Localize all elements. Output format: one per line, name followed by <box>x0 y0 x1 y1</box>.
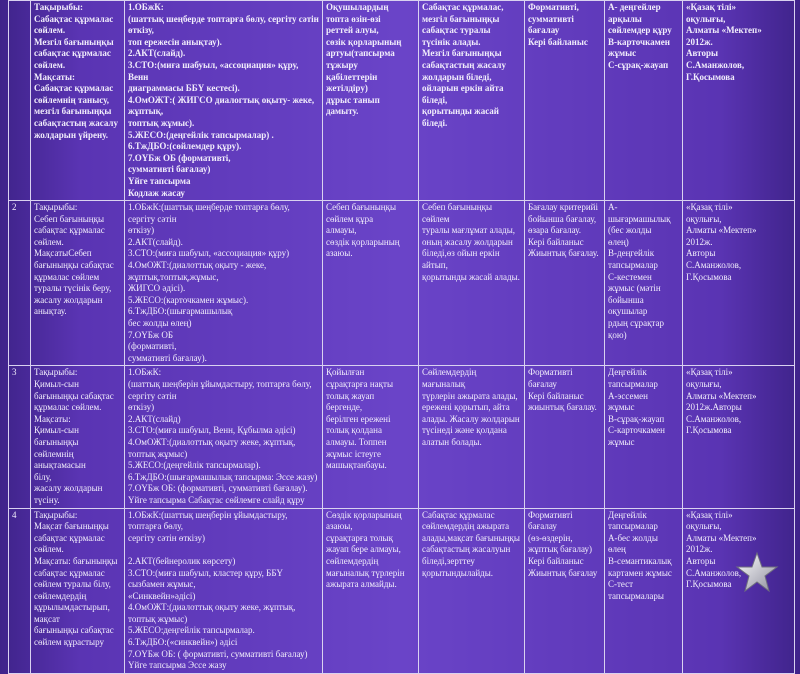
cell-line: алмауы. Топпен <box>326 436 387 447</box>
topic-cell <box>31 366 125 508</box>
cell-line: қорытынды жасай алады. <box>422 271 520 282</box>
cell-line: С-сұрақ-жауап <box>608 59 669 70</box>
cell-line: картамен жұмыс <box>608 567 672 578</box>
cell-line: сөйлемдердің <box>34 590 87 601</box>
cell-line: дамыту. <box>326 106 359 117</box>
cell-line: жұмыс <box>608 436 635 447</box>
differentiation-cell <box>605 201 683 366</box>
cell-line: шығармашылық <box>608 213 671 224</box>
cell-line: анықтау. <box>34 306 67 317</box>
cell-line: Алматы «Мектеп» <box>686 25 762 36</box>
cell-line: оқулығы, <box>686 213 722 224</box>
cell-line: сөйлемнің анықтамасын <box>34 448 86 471</box>
cell-line: Қимыл-сын бағыныңқы сабақтас <box>34 379 114 401</box>
cell-line: қабілеттерін <box>326 71 378 82</box>
cell-line: азаюы, <box>326 521 353 532</box>
cell-line: 6.ТжДБО:(«синквейн») әдісі <box>128 637 238 648</box>
cell-line: С-тест <box>608 579 634 590</box>
cell-line: Авторы <box>686 248 716 259</box>
cell-line: Сабақтас құрмалас <box>34 13 114 24</box>
cell-line: В-карточкамен <box>608 36 670 47</box>
cell-line: түсінік алады. <box>422 36 481 47</box>
resources-cell <box>683 201 795 366</box>
cell-line: 6.ТжДБО:(шығармашылық <box>128 306 233 317</box>
cell-line: қорытынды жасай <box>422 106 499 117</box>
cell-line: сөзік қорларының <box>326 36 402 47</box>
cell-line: біледі, <box>422 94 448 105</box>
cell-line: 7.ОҮБж ОБ (формативті, <box>128 152 231 163</box>
topic-cell <box>31 508 125 673</box>
cell-line: алады,мақсат бағыныңқы <box>422 532 520 543</box>
cell-line: Себеп бағыныңқы <box>326 202 397 213</box>
cell-line: 1.ОБжК: <box>128 367 162 378</box>
cell-line: рдың сұрақтар <box>608 318 664 329</box>
cell-line: Үйге тапсырма Эссе жазу <box>128 660 227 671</box>
cell-line: Жиынтық бағалау <box>528 567 598 578</box>
cell-line: туралы түсінік беру, <box>34 283 112 294</box>
cell-line: сабақтас туралы <box>422 25 491 36</box>
difficulties-cell <box>323 201 419 366</box>
cell-line: алмауы, <box>326 225 357 236</box>
cell-line: жұмыс <box>608 402 635 413</box>
cell-line: сөйлем. <box>34 544 64 555</box>
difficulties-cell <box>323 508 419 673</box>
cell-line: 5.ЖЕСО:(деңгейлік тапсырмалар). <box>128 460 261 471</box>
cell-line: С.Аманжолов, <box>686 413 742 424</box>
cell-line: 3.СТО:(миға шабуыл, Венн, Құбылма әдісі) <box>128 425 296 436</box>
cell-line: түрлерін ажырата алады, <box>422 390 518 401</box>
cell-line: 1.ОБжК: <box>128 2 164 12</box>
cell-line: Жиынтық бағалау. <box>528 248 599 259</box>
cell-line: А-бес жолды <box>608 532 658 543</box>
cell-line: 4.ОмОЖТ:( ЖИГСО диалогтық оқыту- жеке, жұптық, <box>128 94 317 117</box>
cell-line: сөздік қорларының <box>326 236 400 247</box>
cell-line: бағыныңқы сабақтас <box>34 260 114 271</box>
cell-line: Формативті <box>528 509 573 520</box>
topic-cell <box>31 1 125 201</box>
cell-line: С-кестемен <box>608 271 652 282</box>
cell-line: түсінеді және қолдана <box>422 425 507 436</box>
cell-line <box>128 544 319 556</box>
cell-line: қою) <box>608 329 627 340</box>
cell-line: Алматы «Мектеп» <box>686 390 757 401</box>
cell-line: бағалау <box>528 25 560 36</box>
cell-line: Мақсаты: бағыныңқы <box>34 555 118 566</box>
cell-line: Сабақтас құрмалас <box>34 83 114 94</box>
lesson-plan-table <box>8 0 795 674</box>
cell-line: Кері байланыс <box>528 555 584 566</box>
cell-line: оқулығы, <box>686 13 726 24</box>
cell-line: дұрыс танып <box>326 94 380 105</box>
cell-line: топ ережесін анықтау). <box>128 36 222 47</box>
cell-line: 3.СТО:(миға шабуыл, «ассоциация» құру, Венн <box>128 59 301 82</box>
cell-line: Үйге тапсырма Сабақтас сөйлемге слайд құру <box>128 494 305 505</box>
cell-line: В-сұрақ-жауап <box>608 413 665 424</box>
cell-line: 2.АКТ(слайд). <box>128 236 183 247</box>
cell-line: сұрақтарға нақты <box>326 379 393 389</box>
cell-line: 2012ж.Авторы <box>686 402 742 413</box>
cell-line: 3.СТО:(миға шабуыл, «ассоциация» құру) <box>128 248 290 259</box>
cell-line: сабақтас құрмалас <box>34 225 105 236</box>
cell-line: сабақтас құрмалас <box>34 48 111 59</box>
cell-line: жасалу жолдарын <box>34 294 103 305</box>
cell-line: бағыныңқы сабақтас <box>34 625 114 636</box>
cell-line: Сабақтас құрмалас <box>422 509 495 520</box>
cell-line: Оқушылардың <box>326 2 389 12</box>
cell-line: жасалу жолдарын <box>34 483 103 494</box>
cell-line: В-деңгейлік <box>608 248 655 259</box>
cell-line: сөйлем. <box>34 59 66 70</box>
cell-line: жұмыс істеуге <box>326 448 381 459</box>
cell-line: топта өзін-өзі <box>326 13 381 24</box>
cell-line: біледі,өз ойын еркін айтып, <box>422 248 502 271</box>
cell-line: сөйлем құрастыру <box>34 637 104 648</box>
row-number: 2 <box>9 201 31 366</box>
star-icon <box>736 552 778 592</box>
cell-line: 1.ОБжК:(шаттық шеңберде топтарға бөлу, сергіту сәтін <box>128 202 293 224</box>
cell-line: өткізу) <box>128 225 155 236</box>
cell-line: машықтанбауы. <box>326 460 387 471</box>
row-number: 3 <box>9 366 31 508</box>
cell-line: өткізу) <box>128 402 155 413</box>
cell-line: Қимыл-сын бағыныңқы <box>34 425 82 447</box>
table-row <box>9 201 795 366</box>
cell-line: Тақырыбы: <box>34 2 84 12</box>
cell-line: білу, <box>34 471 52 482</box>
cell-line: бағалау <box>528 521 557 532</box>
difficulties-cell <box>323 1 419 201</box>
cell-line: оның жасалу жолдарын <box>422 236 513 247</box>
cell-line: С-карточкамен <box>608 425 665 436</box>
cell-line: өлең) <box>608 236 629 247</box>
cell-line: өлең <box>608 544 626 555</box>
cell-line: Г.Қосымова <box>686 425 732 436</box>
differentiation-cell <box>605 1 683 201</box>
cell-line: тапсырмалар <box>608 521 658 532</box>
cell-line: Формативті, <box>528 2 579 12</box>
cell-line: Деңгейлік <box>608 509 647 520</box>
cell-line: топтық жұмыс). <box>128 117 195 128</box>
methods-cell <box>125 366 323 508</box>
cell-line: жауап бере алмауы, <box>326 544 401 555</box>
cell-line: 7.ОҮБж ОБ: ( формативті, суммативті бағалау) <box>128 648 308 659</box>
outcomes-cell <box>419 508 525 673</box>
cell-line: толық жауап <box>326 390 375 401</box>
cell-line: Формативті бағалау <box>528 367 575 389</box>
cell-line: біледі. <box>422 117 448 128</box>
cell-line: 2.АКТ(слайд) <box>128 413 181 424</box>
cell-line: ЖИГСО әдісі). <box>128 283 186 294</box>
cell-line: А- деңгейлер <box>608 2 661 12</box>
topic-cell <box>31 201 125 366</box>
cell-line: Тақырыбы: <box>34 509 78 520</box>
cell-line: сөйлемнің танысу, <box>34 94 109 105</box>
cell-line: азаюы. <box>326 248 353 259</box>
cell-line: Мақсат бағыныңқы <box>34 521 109 532</box>
cell-line: Авторы <box>686 48 718 59</box>
cell-line: сабақтастың жасалу <box>422 59 506 70</box>
cell-line: А-эссемен <box>608 390 648 401</box>
cell-line: бойынша оқушылар <box>608 294 648 317</box>
cell-line: «Қазақ тілі» <box>686 367 733 378</box>
cell-line: тапсырмалар <box>608 260 658 271</box>
differentiation-cell <box>605 366 683 508</box>
cell-line: 4.ОмОЖТ:(диалоттық оқыту - жеке, жұптық,топтық,жұмыс, <box>128 260 269 282</box>
cell-line: сергіту сәтін өткізу) <box>128 532 206 543</box>
cell-line: А- <box>608 202 618 213</box>
cell-line: сабақтастың жасалу <box>34 117 118 128</box>
cell-line: (шаттық шеңберін ұйымдастыру, топтарға бөлу, сергіту сәтін <box>128 379 314 401</box>
cell-line: түсіну. <box>34 494 60 505</box>
cell-line: Кері байланыс <box>528 390 584 401</box>
cell-line: (бес жолды <box>608 225 652 236</box>
cell-line: Алматы «Мектеп» <box>686 225 757 236</box>
cell-line: сабақтас құрмалас <box>34 532 105 543</box>
cell-line: сөйлем құра <box>326 213 374 224</box>
cell-line: (формативті, <box>128 341 177 352</box>
cell-line: сабақтас құрмалас <box>34 567 105 578</box>
cell-line: ажырата алмайды. <box>326 579 397 590</box>
cell-line: тапсырмалары <box>608 590 664 601</box>
lesson-plan-table-container <box>8 0 794 671</box>
cell-line: С.Аманжолов, <box>686 567 742 578</box>
cell-line: жолдарын біледі, <box>422 71 492 82</box>
cell-line: 5.ЖЕСО:(карточкамен жұмыс). <box>128 294 249 305</box>
cell-line: Алматы «Мектеп» <box>686 532 757 543</box>
table-row <box>9 1 795 201</box>
cell-line: сөйлем. <box>34 25 66 36</box>
cell-line: В-семантикалық <box>608 555 672 566</box>
cell-line: 3.СТО:(миға шабуыл, кластер құру, ББҮ сызбамен жұмыс, <box>128 567 286 590</box>
cell-line: сабақтастың жасалуын <box>422 544 511 555</box>
cell-line: С.Аманжолов, <box>686 260 742 271</box>
table-row <box>9 366 795 508</box>
differentiation-cell <box>605 508 683 673</box>
cell-line: С.Аманжолов, <box>686 59 745 70</box>
cell-line: қорытындылайды. <box>422 567 494 578</box>
cell-line: 6.ТжДБО:(шығармашылық тапсырма: Эссе жазу) <box>128 471 318 482</box>
cell-line: мезгіл бағыныңқы <box>422 13 500 24</box>
cell-line: жұптық бағалау) <box>528 544 593 555</box>
cell-line: сөйлем туралы білу, <box>34 579 111 590</box>
cell-line: Кері байланыс <box>528 36 588 47</box>
cell-line: (шаттық шеңберде топтарға бөлу, сергіту сәтін өткізу, <box>128 13 322 36</box>
cell-line: диаграммасы ББҮ кестесі). <box>128 83 240 94</box>
difficulties-cell <box>323 366 419 508</box>
cell-line: МақсатыСебеп <box>34 248 92 259</box>
cell-line: Мезгіл бағыныңқы <box>34 36 114 47</box>
row-number <box>9 1 31 201</box>
cell-line: өзара бағалау. <box>528 225 582 236</box>
cell-line: реттей алуы, <box>326 25 379 36</box>
cell-line: Г.Қосымова <box>686 579 732 590</box>
cell-line: 2012ж. <box>686 236 713 247</box>
cell-line: суммативті бағалау). <box>128 352 207 363</box>
cell-line: сөйлем. <box>34 236 64 247</box>
cell-line: мезгіл бағыныңқы <box>34 106 112 117</box>
cell-line: Сөйлемдердің мағыналық <box>422 367 479 389</box>
cell-line: арқылы <box>608 13 642 24</box>
cell-line: 2012ж. <box>686 544 713 555</box>
cell-line: жұмыс (мәтін <box>608 283 661 294</box>
cell-line: 2.АКТ(бейнеролик көрсету) <box>128 555 236 566</box>
cell-line: жетілдіру) <box>326 83 368 94</box>
cell-line: 7.ОҮБж ОБ: (формативті, суммативті бағалау). <box>128 483 308 494</box>
outcomes-cell <box>419 201 525 366</box>
cell-line: сөйлемдердің <box>326 555 379 566</box>
cell-line: Қойылған <box>326 367 365 378</box>
outcomes-cell <box>419 366 525 508</box>
cell-line: Мақсаты: <box>34 71 75 82</box>
cell-line: толық қолдана <box>326 425 382 436</box>
methods-cell <box>125 201 323 366</box>
cell-line: 5.ЖЕСО:деңгейлік тапсырмалар. <box>128 625 255 636</box>
methods-cell <box>125 508 323 673</box>
table-row <box>9 508 795 673</box>
cell-line: жиынтық бағалау. <box>528 402 597 413</box>
cell-line: біледі,зерттеу <box>422 555 475 566</box>
cell-line: «Қазақ тілі» <box>686 2 737 12</box>
assessment-cell <box>525 508 605 673</box>
assessment-cell <box>525 1 605 201</box>
resources-cell <box>683 366 795 508</box>
outcomes-cell <box>419 1 525 201</box>
cell-line: құрмалас сөйлем. <box>34 402 102 413</box>
cell-line: «Қазақ тілі» <box>686 202 733 213</box>
cell-line: 6.ТжДБО:(сөйлемдер құру). <box>128 141 242 152</box>
assessment-cell <box>525 366 605 508</box>
assessment-cell <box>525 201 605 366</box>
cell-line: суммативті <box>528 13 574 24</box>
cell-line: Авторы <box>686 555 716 566</box>
cell-line: туралы мағлұмат алады, <box>422 225 516 236</box>
cell-line: Бағалау критерийі <box>528 202 598 213</box>
cell-line: Сабақтас құрмалас, <box>422 2 504 12</box>
cell-line: Кері байланыс <box>528 236 584 247</box>
cell-line: сөйлемдердің ажырата <box>422 521 510 532</box>
cell-line: 4.ОмОЖТ:(диалоттық оқыту жеке, жұптық, топтық жұмыс) <box>128 602 298 624</box>
cell-line: құрылымдастырып, мақсат <box>34 602 113 624</box>
cell-line: құрмалас сөйлем <box>34 271 100 282</box>
cell-line: Мақсаты: <box>34 413 71 424</box>
methods-cell <box>125 1 323 201</box>
cell-line: Деңгейлік <box>608 367 647 378</box>
cell-line: «Синквейн»әдісі) <box>128 590 196 601</box>
row-number: 4 <box>9 508 31 673</box>
cell-line: жолдарын үйрену. <box>34 129 108 140</box>
cell-line: Мезгіл бағыныңқы <box>422 48 502 59</box>
cell-line: ойларын еркін айта <box>422 83 504 94</box>
cell-line: Г.Қосымова <box>686 271 732 282</box>
cell-line: 2.АКТ(слайд). <box>128 48 186 59</box>
cell-line: Сөздік қорларының <box>326 509 402 520</box>
cell-line: Тақырыбы: <box>34 202 78 213</box>
cell-line: оқулығы, <box>686 521 722 532</box>
cell-line: Кодлаж жасау <box>128 187 185 198</box>
cell-line: оқулығы, <box>686 379 722 389</box>
cell-line: (өз-өздерін, <box>528 532 573 543</box>
cell-line: Тақырыбы: <box>34 367 78 378</box>
cell-line: берілген ережені <box>326 413 391 424</box>
resources-cell <box>683 1 795 201</box>
cell-line: тапсырмалар <box>608 379 658 389</box>
cell-line: «Қазақ тілі» <box>686 509 733 520</box>
cell-line: бес жолды өлең) <box>128 318 192 329</box>
cell-line: суммативті бағалау) <box>128 164 211 175</box>
cell-line: Себеп бағыныңқы сөйлем <box>422 202 495 224</box>
cell-line: Г.Қосымова <box>686 71 735 82</box>
cell-line: сұрақтарға толық <box>326 532 393 543</box>
cell-line: 5.ЖЕСО:(деңгейлік тапсырмалар) . <box>128 129 274 140</box>
cell-line: Үйге тапсырма <box>128 175 191 186</box>
cell-line: жұмыс <box>608 48 637 59</box>
cell-line: алады. Жасалу жолдарын <box>422 413 520 424</box>
cell-line: 2012ж. <box>686 36 713 47</box>
cell-line: сөйлемдер құру <box>608 25 672 36</box>
cell-line: тұжыру <box>326 59 358 70</box>
cell-line: 1.ОБжК:(шаттық шеңберін ұйымдастыру, топтарға бөлу, <box>128 509 290 532</box>
cell-line: 7.ОҮБж ОБ <box>128 329 174 340</box>
cell-line: Себеп бағыныңқы <box>34 213 105 224</box>
cell-line: артуы(тапсырма <box>326 48 395 59</box>
cell-line: алатын болады. <box>422 436 482 447</box>
cell-line: бергенде, <box>326 402 363 413</box>
cell-line: ережені қорытып, айта <box>422 402 510 413</box>
cell-line: 4.ОмОЖТ:(диалоттық оқыту жеке, жұптық, топтық жұмыс) <box>128 436 298 459</box>
cell-line: бойынша бағалау, <box>528 213 597 224</box>
cell-line: мағыналық түрлерін <box>326 567 405 578</box>
